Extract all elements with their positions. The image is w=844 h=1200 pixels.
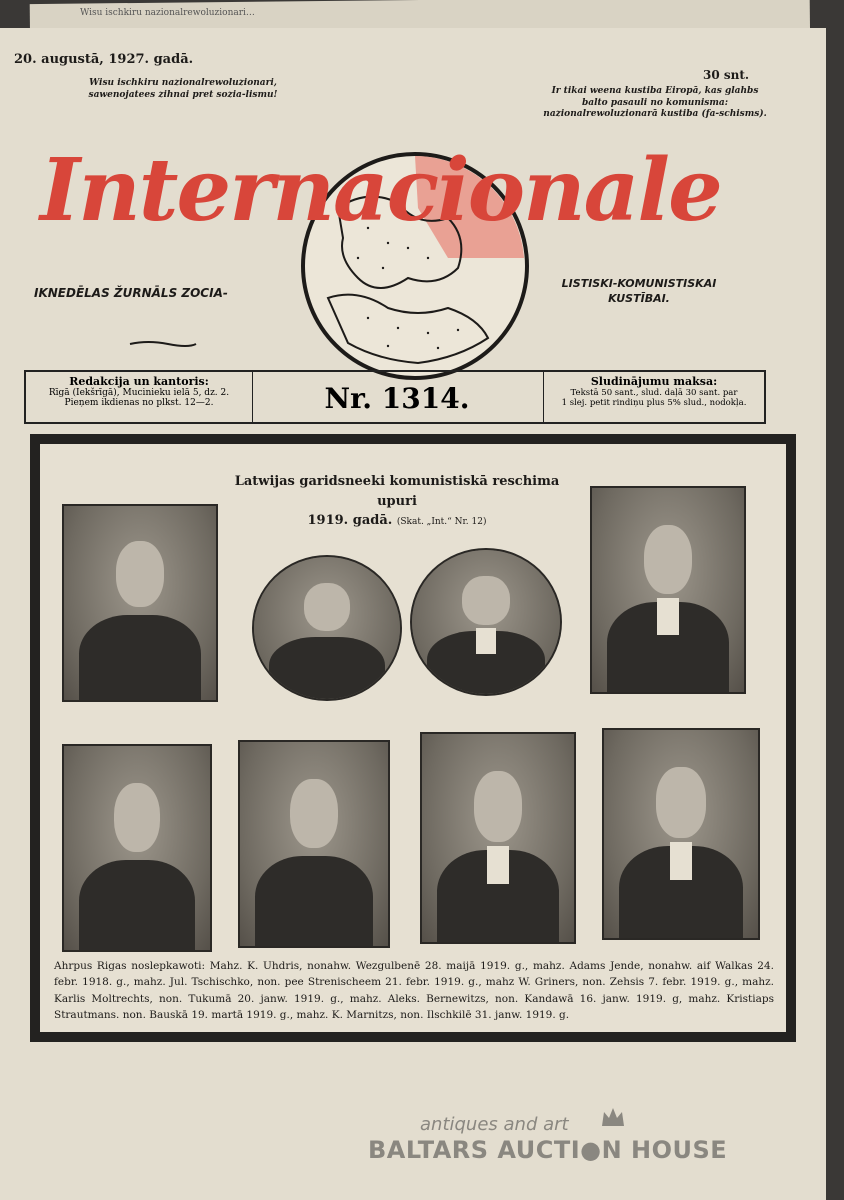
subtitle-right: LISTISKI-KOMUNISTISKAI KUSTĪBAI.: [561, 277, 717, 306]
watermark-house-name: BALTARS AUCTI●N HOUSE: [368, 1136, 728, 1164]
feature-reference: (Skat. „Int.“ Nr. 12): [396, 517, 487, 527]
issue-number: Nr. 1314.: [324, 382, 470, 415]
feature-title-line1: Latwijas garidsneeki komunistiskā reschima upuri: [234, 474, 560, 509]
crown-icon: [600, 1106, 626, 1128]
portrait-photo: [590, 486, 746, 694]
ad-pricing-line1: Tekstā 50 sant., slud. daļā 30 sant. par: [570, 388, 738, 398]
issue-date: 20. augustā, 1927. gadā.: [14, 52, 194, 67]
subtitle-left: IKNEDĒLAS ŽURNĀLS ZOCIA-: [34, 286, 228, 300]
feature-title: [232, 472, 562, 531]
portrait-photo: [62, 744, 212, 952]
ad-pricing-info: [543, 372, 764, 422]
portrait-photo: [410, 548, 562, 696]
masthead-title: Internacionale: [40, 140, 721, 241]
ad-pricing-line2: 1 slej. petit rindiņu plus 5% slud., nodokļa.: [561, 398, 747, 408]
watermark-tagline: antiques and art: [420, 1114, 569, 1135]
portrait-photo: [62, 504, 218, 702]
motto-right: Ir tikai weena kustiba Eiropā, kas glahbs balto pasauli no komunisma: nazionalrewoluzionarā kustiba (fa-schisms).: [543, 86, 767, 120]
portrait-photo: [238, 740, 390, 948]
editorial-address: Rīgā (Iekšrīgā), Mucinieku ielā 5, dz. 2.: [48, 388, 230, 398]
ad-pricing-title: Sludinājumu maksa:: [590, 375, 718, 388]
portrait-photo: [420, 732, 576, 944]
underlying-scribble: Wisu ischkiru nazionalrewoluzionari…: [80, 8, 255, 18]
feature-title-line2: 1919. gadā.: [307, 513, 393, 528]
motto-left: Wisu ischkiru nazionalrewoluzionari, sawenojatees zihnai pret sozia-lismu!: [88, 78, 278, 100]
info-box: [24, 370, 766, 424]
ornament-flourish: [128, 338, 198, 350]
editorial-office-info: [26, 372, 253, 422]
price: 30 snt.: [703, 68, 750, 82]
crown-o-icon: ●: [580, 1136, 602, 1164]
portrait-photo: [252, 555, 402, 701]
editorial-title: Redakcija un kantoris:: [69, 375, 209, 388]
editorial-hours: Pieņem ikdienas no plkst. 12—2.: [64, 398, 214, 408]
portrait-photo: [602, 728, 760, 940]
feature-caption: Ahrpus Rigas noslepkawoti: Mahz. K. Uhdris, nonahw. Wezgulbenē 28. maijā 1919. g., mahz. Adams Jende, nonahw. aif Walkas 24. febr. 1918. g., mahz. Jul. Tschischko, non. pee Strenischeem 21. febr. 1919. g., mahz W. Griners, non. Zehsis 7. febr. 1919. g., mahz. Karlis Moltrechts, non. Tukumā 20. janw. 1919. g., mahz. Aleks. Bernewitzs, non. Kandawā 16. janw. 1919. g, mahz. Kristiaps Strautmans. non. Bauskā 19. martā 1919. g., mahz. K. Marnitzs, non. Ilschkilē 31. janw. 1919. g.: [54, 960, 774, 1021]
